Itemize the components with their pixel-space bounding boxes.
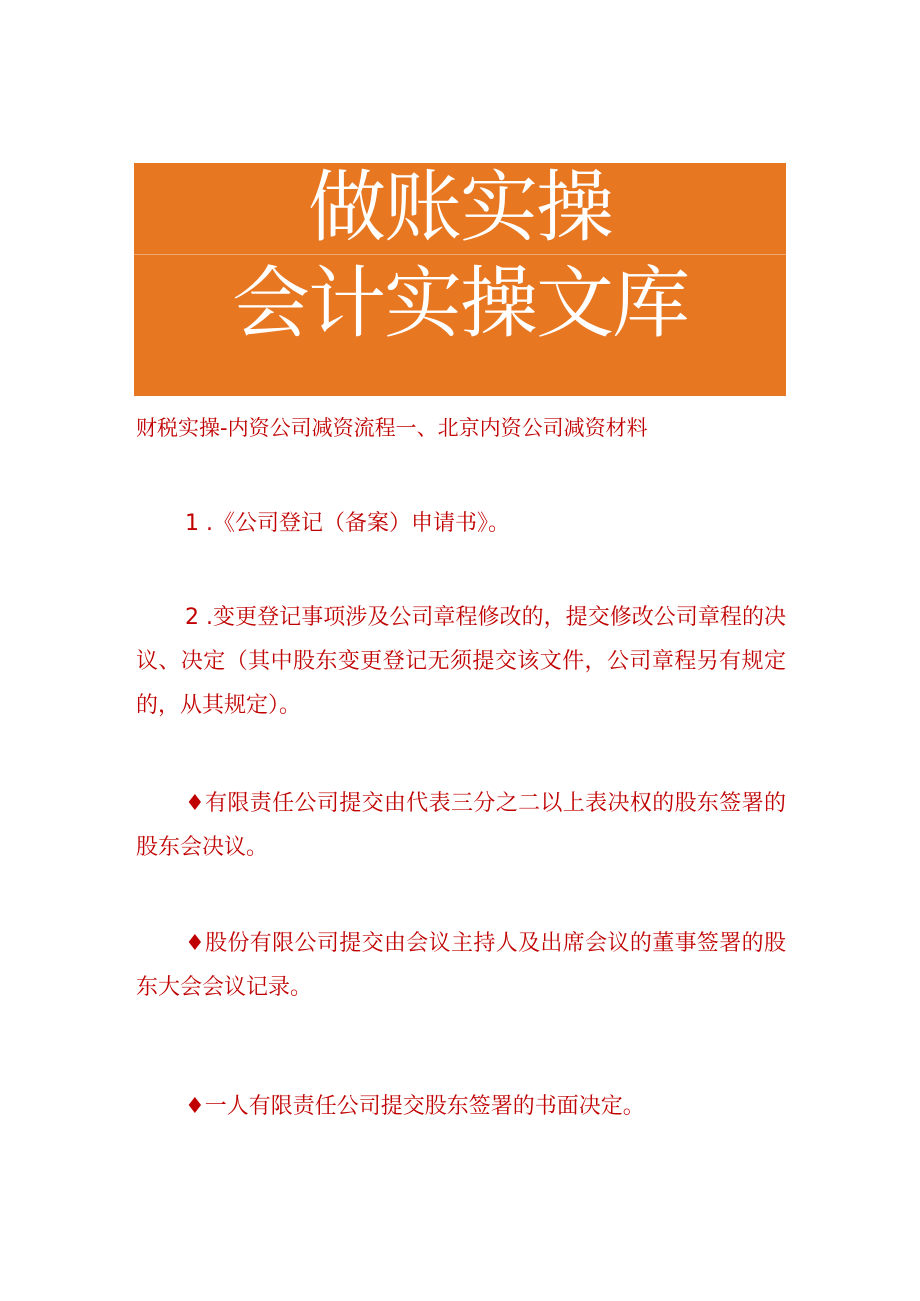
paragraph-bullet-llc: ♦有限责任公司提交由代表三分之二以上表决权的股东签署的股东会决议。 <box>136 791 786 860</box>
paragraph-bullet-joint-stock: ♦股份有限公司提交由会议主持人及出席会议的董事签署的股东大会会议记录。 <box>136 931 786 1000</box>
banner-title-line-1: 做账实操 <box>307 163 612 253</box>
document-subtitle: 财税实操-内资公司减资流程一、北京内资公司减资材料 <box>136 416 648 440</box>
paragraph-bullet-single-member: ♦一人有限责任公司提交股东签署的书面决定。 <box>185 1094 645 1119</box>
paragraph-item-2: 2 .变更登记事项涉及公司章程修改的，提交修改公司章程的决议、决定（其中股东变更登记无须提交该文件，公司章程另有规定的，从其规定）。 <box>136 605 786 718</box>
title-banner <box>134 163 786 396</box>
banner-title-line-2: 会计实操文库 <box>231 259 688 349</box>
banner-divider <box>134 254 786 255</box>
paragraph-item-1: 1 .《公司登记（备案）申请书》。 <box>185 511 510 536</box>
